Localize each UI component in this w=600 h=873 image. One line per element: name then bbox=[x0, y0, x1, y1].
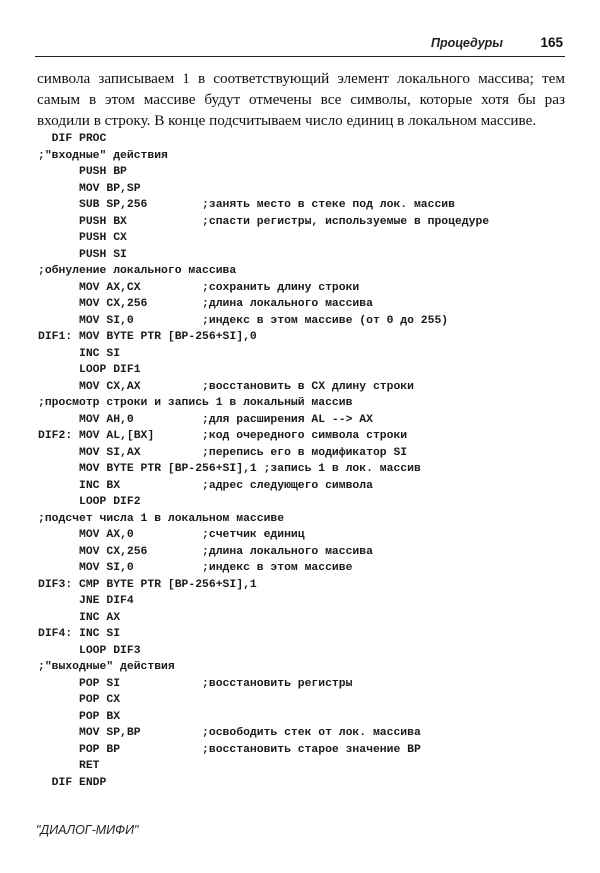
code-line: DIF4: INC SI bbox=[38, 628, 121, 640]
code-line: ;"входные" действия bbox=[38, 149, 168, 162]
running-title: Процедуры bbox=[431, 36, 503, 50]
code-line: MOV AH,0 ;для расширения AL --> AX bbox=[38, 413, 373, 426]
code-line: PUSH CX bbox=[38, 232, 127, 244]
code-line: MOV BYTE PTR [BP-256+SI],1 ;запись 1 в лок. массив bbox=[38, 463, 421, 475]
code-line: INC BX ;адрес следующего символа bbox=[38, 479, 373, 492]
code-line: ;"выходные" действия bbox=[38, 661, 175, 673]
code-line: MOV BP,SP bbox=[38, 182, 141, 195]
code-line: MOV AX,CX ;сохранить длину строки bbox=[38, 281, 360, 294]
code-line: DIF ENDP bbox=[38, 776, 107, 789]
code-line: LOOP DIF3 bbox=[38, 644, 141, 657]
code-line: POP SI ;восстановить регистры bbox=[38, 677, 353, 690]
code-line: MOV SI,0 ;индекс в этом массиве (от 0 до 255) bbox=[38, 314, 449, 327]
body-paragraph: символа записываем 1 в соответствующий элемент локального массива; тем самым в этом массиве будут отмечены все символы, которые хотя бы раз входили в строку. В конце подсчитываем число единиц в локальном массиве. bbox=[37, 70, 565, 129]
code-line: PUSH BP bbox=[38, 166, 127, 178]
code-line: ;обнуление локального массива bbox=[38, 265, 237, 277]
code-line: MOV CX,AX ;восстановить в CX длину строки bbox=[38, 380, 414, 393]
code-line: DIF PROC bbox=[38, 133, 107, 145]
code-line: SUB SP,256 ;занять место в стеке под лок. массив bbox=[38, 199, 455, 211]
code-line: MOV SI,AX ;перепись его в модификатор SI bbox=[38, 446, 408, 459]
code-line: PUSH BX ;спасти регистры, используемые в процедуре bbox=[38, 215, 490, 228]
code-line: LOOP DIF2 bbox=[38, 496, 141, 508]
publisher-footer: "ДИАЛОГ-МИФИ" bbox=[36, 823, 139, 837]
code-line: RET bbox=[38, 760, 100, 772]
code-line: INC SI bbox=[38, 347, 121, 360]
code-line: JNE DIF4 bbox=[38, 595, 134, 607]
running-header bbox=[35, 34, 565, 57]
code-line: ;просмотр строки и запись 1 в локальный массив bbox=[38, 397, 353, 409]
page-number: 165 bbox=[540, 35, 563, 50]
code-listing bbox=[38, 131, 578, 791]
code-line: DIF3: CMP BYTE PTR [BP-256+SI],1 bbox=[38, 578, 257, 591]
code-line: MOV SP,BP ;освободить стек от лок. массива bbox=[38, 727, 421, 739]
code-line: DIF1: MOV BYTE PTR [BP-256+SI],0 bbox=[38, 331, 257, 343]
code-line: MOV CX,256 ;длина локального массива bbox=[38, 298, 373, 310]
code-line: MOV CX,256 ;длина локального массива bbox=[38, 545, 373, 558]
code-line: PUSH SI bbox=[38, 248, 127, 261]
code-line: INC AX bbox=[38, 611, 121, 624]
code-line: LOOP DIF1 bbox=[38, 364, 141, 376]
code-line: MOV SI,0 ;индекс в этом массиве bbox=[38, 562, 353, 574]
code-line: POP BP ;восстановить старое значение BP bbox=[38, 743, 421, 756]
code-line: ;подсчет числа 1 в локальном массиве bbox=[38, 512, 285, 525]
code-line: MOV AX,0 ;счетчик единиц bbox=[38, 529, 305, 541]
code-line: POP CX bbox=[38, 694, 121, 706]
code-line: DIF2: MOV AL,[BX] ;код очередного символа строки bbox=[38, 430, 408, 442]
code-line: POP BX bbox=[38, 710, 121, 723]
